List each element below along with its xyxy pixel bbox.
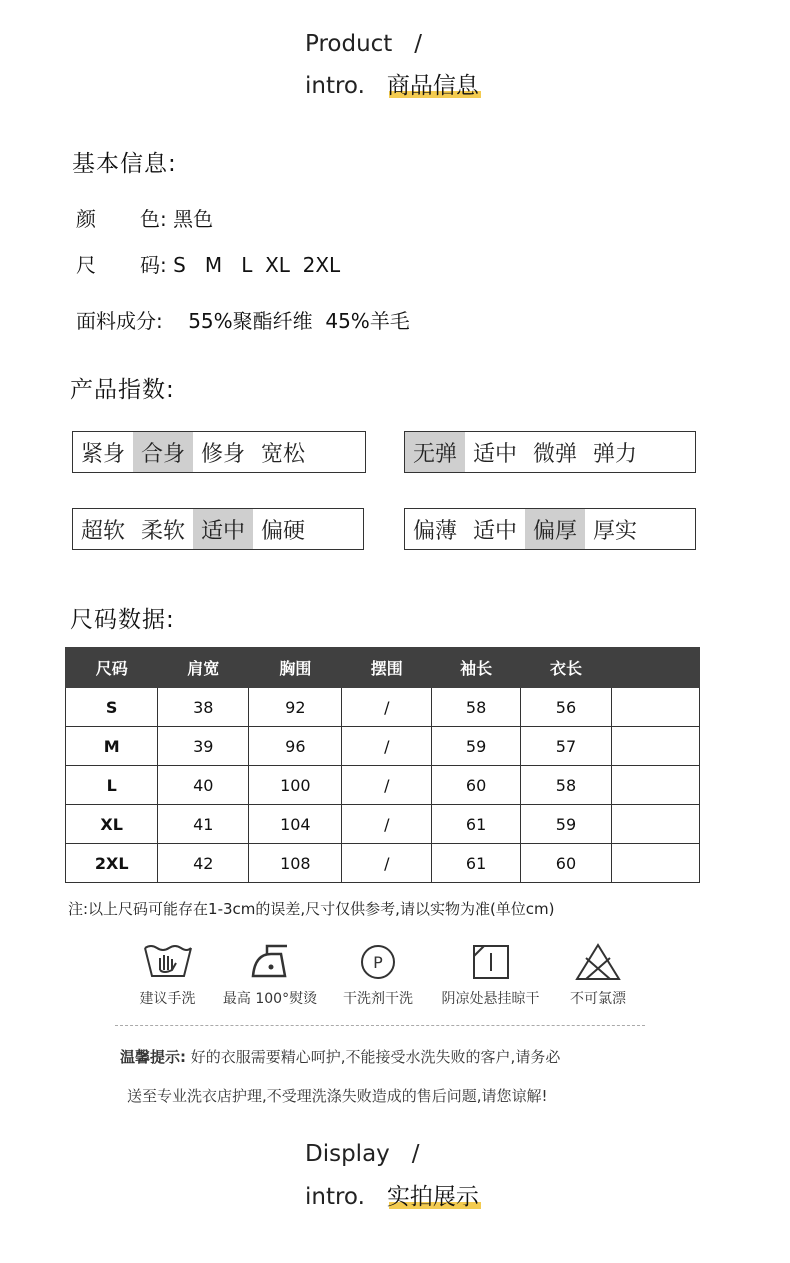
elastic-index-box — [404, 431, 696, 473]
dry-clean-icon — [357, 942, 399, 982]
table-row — [66, 688, 700, 727]
size-data-title: 尺码数据: — [70, 607, 175, 633]
table-cell — [611, 688, 699, 727]
care-tip-line1: 温馨提示: 好的衣服需要精心呵护,不能接受水洗失败的客户,请务必 — [120, 1048, 561, 1066]
table-cell — [611, 844, 699, 883]
table-row — [66, 805, 700, 844]
index-option: 厚实 — [593, 518, 638, 544]
table-row — [66, 766, 700, 805]
table-cell: 96 — [249, 727, 342, 766]
table-cell: 57 — [521, 727, 612, 766]
table-cell — [611, 766, 699, 805]
index-option: 偏厚 — [525, 509, 585, 549]
care-tip-label: 温馨提示: — [120, 1048, 186, 1066]
table-cell — [611, 805, 699, 844]
index-option: 适中 — [473, 518, 518, 544]
table-cell: / — [342, 805, 432, 844]
table-row — [66, 844, 700, 883]
header-display-intro: intro. 实拍展示 — [305, 1178, 479, 1211]
table-cell: 56 — [521, 688, 612, 727]
care-item-hand-wash: 建议手洗 — [125, 942, 210, 1008]
care-item-hang-dry: 阴凉处悬挂晾干 — [433, 942, 548, 1008]
index-option: 适中 — [193, 509, 253, 549]
fabric-value-b: 45%羊毛 — [325, 309, 410, 333]
table-cell: 42 — [158, 844, 249, 883]
color-row: 颜 色: 黑色 — [76, 207, 214, 231]
index-option: 合身 — [133, 432, 193, 472]
svg-text:P: P — [373, 953, 383, 972]
table-cell: 108 — [249, 844, 342, 883]
hang-dry-shade-icon — [470, 942, 512, 982]
table-cell: 61 — [432, 805, 521, 844]
softness-index-box — [72, 508, 364, 550]
table-cell: L — [66, 766, 158, 805]
care-item-dry-clean: P 干洗剂干洗 — [333, 942, 423, 1008]
iron-icon — [245, 942, 295, 982]
index-option: 无弹 — [405, 432, 465, 472]
care-item-iron: 最高 100°熨烫 — [215, 942, 325, 1008]
header-display-cn: 实拍展示 — [387, 1178, 479, 1211]
table-row — [66, 727, 700, 766]
table-cell: / — [342, 766, 432, 805]
index-option: 弹力 — [593, 441, 638, 467]
index-option: 修身 — [201, 441, 246, 467]
fit-index-box — [72, 431, 366, 473]
table-header-cell: 胸围 — [249, 648, 342, 688]
color-value: 黑色 — [173, 207, 214, 231]
no-bleach-icon — [574, 942, 622, 982]
table-cell: 60 — [432, 766, 521, 805]
hand-wash-icon — [142, 942, 194, 982]
header-slash: / — [414, 31, 423, 57]
table-cell: S — [66, 688, 158, 727]
care-divider — [115, 1025, 645, 1026]
size-note: 注:以上尺码可能存在1-3cm的误差,尺寸仅供参考,请以实物为准(单位cm) — [68, 900, 555, 918]
header-display-en: Display / — [305, 1141, 420, 1167]
table-cell: 2XL — [66, 844, 158, 883]
header-display-slash: / — [411, 1141, 420, 1167]
index-option: 宽松 — [261, 441, 306, 467]
table-cell: 40 — [158, 766, 249, 805]
index-option: 柔软 — [141, 518, 186, 544]
table-cell: 104 — [249, 805, 342, 844]
table-cell: XL — [66, 805, 158, 844]
size-row: 尺 码: S M L XL 2XL — [76, 253, 341, 277]
table-header-cell: 袖长 — [432, 648, 521, 688]
fabric-row: 面料成分: 55%聚酯纤维 45%羊毛 — [76, 309, 410, 333]
table-cell: / — [342, 727, 432, 766]
header-product-intro: intro. 商品信息 — [305, 67, 479, 100]
table-cell: 60 — [521, 844, 612, 883]
index-option: 偏薄 — [413, 518, 458, 544]
table-cell — [611, 727, 699, 766]
table-header-cell: 尺码 — [66, 648, 158, 688]
thickness-index-box — [404, 508, 696, 550]
table-cell: / — [342, 688, 432, 727]
size-table — [65, 647, 700, 883]
table-cell: 41 — [158, 805, 249, 844]
table-header-cell: 衣长 — [521, 648, 612, 688]
fabric-value-a: 55%聚酯纤维 — [188, 309, 313, 333]
table-cell: 59 — [432, 727, 521, 766]
basic-info-title: 基本信息: — [72, 151, 177, 177]
table-cell: 38 — [158, 688, 249, 727]
care-tip-line2: 送至专业洗衣店护理,不受理洗涤失败造成的售后问题,请您谅解! — [127, 1087, 548, 1105]
header-product-en: Product / — [305, 31, 423, 57]
table-header-cell: 肩宽 — [158, 648, 249, 688]
table-cell: 58 — [432, 688, 521, 727]
table-cell: 61 — [432, 844, 521, 883]
table-cell: 100 — [249, 766, 342, 805]
table-cell: 39 — [158, 727, 249, 766]
table-cell: 92 — [249, 688, 342, 727]
table-cell: 59 — [521, 805, 612, 844]
index-option: 微弹 — [533, 441, 578, 467]
table-header-cell: 摆围 — [342, 648, 432, 688]
index-option: 超软 — [81, 518, 126, 544]
index-option: 适中 — [473, 441, 518, 467]
table-cell: 58 — [521, 766, 612, 805]
care-item-no-bleach: 不可氯漂 — [558, 942, 638, 1008]
size-values: S M L XL 2XL — [173, 253, 341, 277]
table-header-cell — [611, 648, 699, 688]
table-cell: / — [342, 844, 432, 883]
index-option: 紧身 — [81, 441, 126, 467]
product-index-title: 产品指数: — [70, 377, 175, 403]
table-cell: M — [66, 727, 158, 766]
header-product-cn: 商品信息 — [387, 67, 479, 100]
index-option: 偏硬 — [261, 518, 306, 544]
